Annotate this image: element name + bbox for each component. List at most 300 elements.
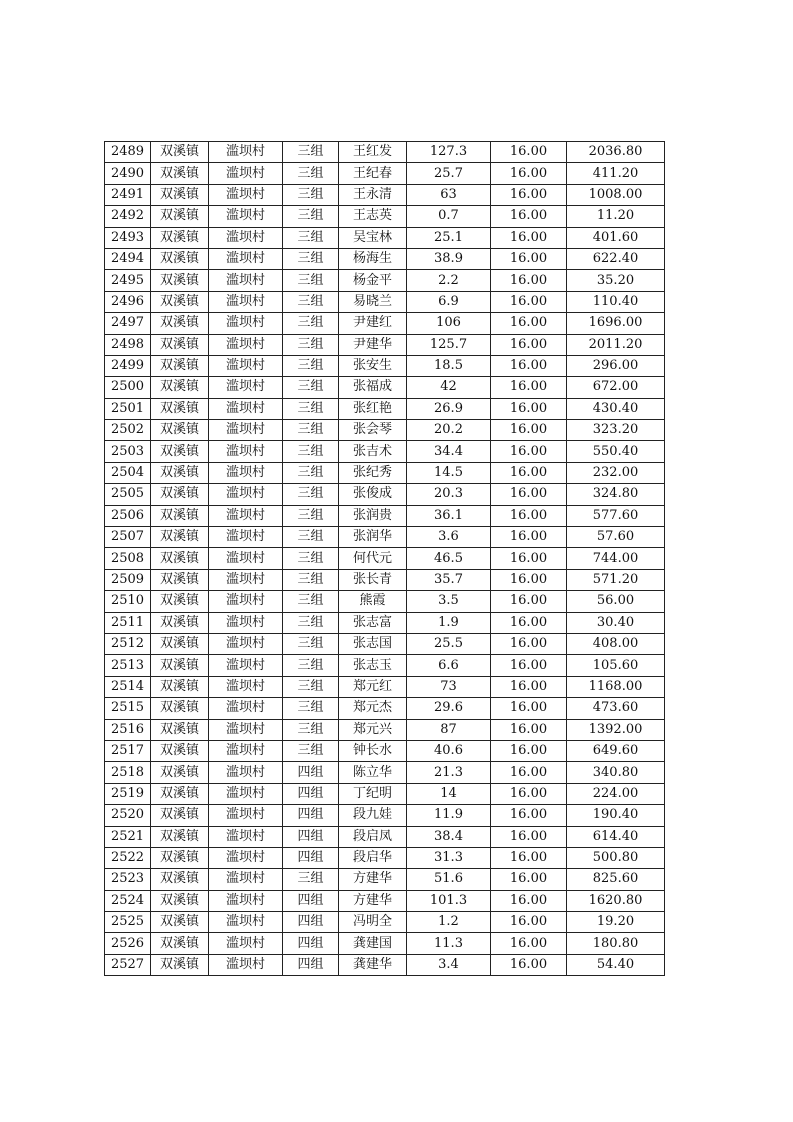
town-cell: 双溪镇 [151,377,209,398]
price-cell: 16.00 [491,505,567,526]
table-row [105,248,665,269]
amount-cell: 614.40 [567,826,665,847]
row-number-cell: 2511 [105,612,151,633]
row-number-cell: 2526 [105,933,151,954]
amount-cell: 744.00 [567,548,665,569]
name-cell: 张安生 [339,355,407,376]
name-cell: 龚建华 [339,954,407,975]
table-row [105,462,665,483]
amount-cell: 224.00 [567,783,665,804]
row-number-cell: 2521 [105,826,151,847]
amount-cell: 1008.00 [567,184,665,205]
area-cell: 73 [407,676,491,697]
price-cell: 16.00 [491,890,567,911]
area-cell: 127.3 [407,142,491,163]
village-cell: 滥坝村 [209,184,283,205]
price-cell: 16.00 [491,826,567,847]
area-cell: 35.7 [407,569,491,590]
table-row [105,398,665,419]
village-cell: 滥坝村 [209,548,283,569]
village-cell: 滥坝村 [209,355,283,376]
price-cell: 16.00 [491,206,567,227]
town-cell: 双溪镇 [151,462,209,483]
price-cell: 16.00 [491,313,567,334]
name-cell: 张纪秀 [339,462,407,483]
row-number-cell: 2508 [105,548,151,569]
name-cell: 何代元 [339,548,407,569]
price-cell: 16.00 [491,655,567,676]
row-number-cell: 2505 [105,484,151,505]
village-cell: 滥坝村 [209,248,283,269]
name-cell: 尹建红 [339,313,407,334]
name-cell: 尹建华 [339,334,407,355]
table-row [105,869,665,890]
table-row [105,591,665,612]
area-cell: 14 [407,783,491,804]
amount-cell: 550.40 [567,441,665,462]
group-cell: 三组 [283,441,339,462]
group-cell: 三组 [283,612,339,633]
group-cell: 三组 [283,163,339,184]
amount-cell: 296.00 [567,355,665,376]
table-row [105,184,665,205]
table-row [105,783,665,804]
price-cell: 16.00 [491,612,567,633]
table-row [105,334,665,355]
name-cell: 张长青 [339,569,407,590]
village-cell: 滥坝村 [209,676,283,697]
group-cell: 三组 [283,740,339,761]
price-cell: 16.00 [491,569,567,590]
price-cell: 16.00 [491,591,567,612]
amount-cell: 2036.80 [567,142,665,163]
area-cell: 6.6 [407,655,491,676]
table-row [105,698,665,719]
price-cell: 16.00 [491,762,567,783]
price-cell: 16.00 [491,248,567,269]
group-cell: 三组 [283,548,339,569]
group-cell: 四组 [283,912,339,933]
table-row [105,655,665,676]
amount-cell: 30.40 [567,612,665,633]
table-row [105,527,665,548]
amount-cell: 571.20 [567,569,665,590]
price-cell: 16.00 [491,869,567,890]
table-row [105,142,665,163]
group-cell: 三组 [283,355,339,376]
village-cell: 滥坝村 [209,569,283,590]
village-cell: 滥坝村 [209,698,283,719]
town-cell: 双溪镇 [151,441,209,462]
amount-cell: 622.40 [567,248,665,269]
amount-cell: 340.80 [567,762,665,783]
area-cell: 21.3 [407,762,491,783]
town-cell: 双溪镇 [151,248,209,269]
table-row [105,826,665,847]
group-cell: 三组 [283,591,339,612]
village-cell: 滥坝村 [209,805,283,826]
amount-cell: 1168.00 [567,676,665,697]
price-cell: 16.00 [491,227,567,248]
town-cell: 双溪镇 [151,142,209,163]
row-number-cell: 2513 [105,655,151,676]
area-cell: 6.9 [407,291,491,312]
group-cell: 三组 [283,142,339,163]
village-cell: 滥坝村 [209,933,283,954]
village-cell: 滥坝村 [209,826,283,847]
group-cell: 三组 [283,698,339,719]
area-cell: 25.1 [407,227,491,248]
name-cell: 郑元兴 [339,719,407,740]
town-cell: 双溪镇 [151,655,209,676]
amount-cell: 649.60 [567,740,665,761]
group-cell: 四组 [283,890,339,911]
table-row [105,484,665,505]
amount-cell: 19.20 [567,912,665,933]
table-row [105,227,665,248]
price-cell: 16.00 [491,270,567,291]
group-cell: 三组 [283,869,339,890]
town-cell: 双溪镇 [151,633,209,654]
area-cell: 0.7 [407,206,491,227]
name-cell: 张福成 [339,377,407,398]
amount-cell: 1696.00 [567,313,665,334]
group-cell: 三组 [283,291,339,312]
group-cell: 四组 [283,933,339,954]
town-cell: 双溪镇 [151,954,209,975]
town-cell: 双溪镇 [151,890,209,911]
group-cell: 三组 [283,398,339,419]
amount-cell: 54.40 [567,954,665,975]
area-cell: 29.6 [407,698,491,719]
group-cell: 三组 [283,227,339,248]
table-row [105,569,665,590]
town-cell: 双溪镇 [151,270,209,291]
table-row [105,805,665,826]
table-row [105,933,665,954]
table-row [105,270,665,291]
town-cell: 双溪镇 [151,762,209,783]
area-cell: 11.3 [407,933,491,954]
group-cell: 三组 [283,569,339,590]
group-cell: 四组 [283,954,339,975]
name-cell: 张俊成 [339,484,407,505]
table-row [105,954,665,975]
table-row [105,633,665,654]
name-cell: 张志国 [339,633,407,654]
row-number-cell: 2503 [105,441,151,462]
row-number-cell: 2495 [105,270,151,291]
table-row [105,420,665,441]
price-cell: 16.00 [491,142,567,163]
name-cell: 王纪春 [339,163,407,184]
area-cell: 25.5 [407,633,491,654]
name-cell: 杨海生 [339,248,407,269]
town-cell: 双溪镇 [151,612,209,633]
name-cell: 王红发 [339,142,407,163]
village-cell: 滥坝村 [209,633,283,654]
group-cell: 三组 [283,484,339,505]
area-cell: 25.7 [407,163,491,184]
row-number-cell: 2501 [105,398,151,419]
town-cell: 双溪镇 [151,527,209,548]
name-cell: 丁纪明 [339,783,407,804]
row-number-cell: 2497 [105,313,151,334]
area-cell: 125.7 [407,334,491,355]
price-cell: 16.00 [491,377,567,398]
group-cell: 四组 [283,805,339,826]
price-cell: 16.00 [491,398,567,419]
village-cell: 滥坝村 [209,377,283,398]
town-cell: 双溪镇 [151,869,209,890]
village-cell: 滥坝村 [209,313,283,334]
group-cell: 三组 [283,377,339,398]
price-cell: 16.00 [491,783,567,804]
area-cell: 1.2 [407,912,491,933]
village-cell: 滥坝村 [209,227,283,248]
group-cell: 三组 [283,313,339,334]
row-number-cell: 2515 [105,698,151,719]
village-cell: 滥坝村 [209,484,283,505]
amount-cell: 1392.00 [567,719,665,740]
price-cell: 16.00 [491,719,567,740]
area-cell: 3.5 [407,591,491,612]
town-cell: 双溪镇 [151,719,209,740]
area-cell: 2.2 [407,270,491,291]
name-cell: 冯明全 [339,912,407,933]
group-cell: 三组 [283,206,339,227]
area-cell: 14.5 [407,462,491,483]
group-cell: 三组 [283,420,339,441]
row-number-cell: 2493 [105,227,151,248]
name-cell: 方建华 [339,869,407,890]
row-number-cell: 2502 [105,420,151,441]
name-cell: 陈立华 [339,762,407,783]
row-number-cell: 2525 [105,912,151,933]
price-cell: 16.00 [491,933,567,954]
row-number-cell: 2492 [105,206,151,227]
town-cell: 双溪镇 [151,548,209,569]
row-number-cell: 2506 [105,505,151,526]
amount-cell: 232.00 [567,462,665,483]
group-cell: 三组 [283,676,339,697]
group-cell: 三组 [283,633,339,654]
town-cell: 双溪镇 [151,740,209,761]
table-row [105,612,665,633]
amount-cell: 825.60 [567,869,665,890]
price-cell: 16.00 [491,805,567,826]
area-cell: 20.3 [407,484,491,505]
area-cell: 11.9 [407,805,491,826]
amount-cell: 11.20 [567,206,665,227]
row-number-cell: 2509 [105,569,151,590]
table-row [105,676,665,697]
village-cell: 滥坝村 [209,740,283,761]
group-cell: 三组 [283,655,339,676]
area-cell: 38.4 [407,826,491,847]
table-row [105,441,665,462]
table-row [105,847,665,868]
row-number-cell: 2494 [105,248,151,269]
area-cell: 51.6 [407,869,491,890]
amount-cell: 672.00 [567,377,665,398]
area-cell: 63 [407,184,491,205]
group-cell: 三组 [283,334,339,355]
table-row [105,313,665,334]
town-cell: 双溪镇 [151,569,209,590]
price-cell: 16.00 [491,676,567,697]
row-number-cell: 2517 [105,740,151,761]
group-cell: 四组 [283,783,339,804]
amount-cell: 411.20 [567,163,665,184]
amount-cell: 323.20 [567,420,665,441]
village-cell: 滥坝村 [209,847,283,868]
village-cell: 滥坝村 [209,270,283,291]
village-cell: 滥坝村 [209,206,283,227]
name-cell: 张志玉 [339,655,407,676]
group-cell: 三组 [283,719,339,740]
village-cell: 滥坝村 [209,869,283,890]
amount-cell: 56.00 [567,591,665,612]
town-cell: 双溪镇 [151,933,209,954]
price-cell: 16.00 [491,847,567,868]
village-cell: 滥坝村 [209,334,283,355]
village-cell: 滥坝村 [209,783,283,804]
table-row [105,548,665,569]
village-cell: 滥坝村 [209,655,283,676]
table-row [105,912,665,933]
town-cell: 双溪镇 [151,847,209,868]
row-number-cell: 2522 [105,847,151,868]
village-cell: 滥坝村 [209,398,283,419]
area-cell: 101.3 [407,890,491,911]
town-cell: 双溪镇 [151,184,209,205]
area-cell: 20.2 [407,420,491,441]
village-cell: 滥坝村 [209,912,283,933]
price-cell: 16.00 [491,420,567,441]
name-cell: 方建华 [339,890,407,911]
town-cell: 双溪镇 [151,398,209,419]
name-cell: 吴宝林 [339,227,407,248]
name-cell: 钟长水 [339,740,407,761]
amount-cell: 110.40 [567,291,665,312]
area-cell: 3.4 [407,954,491,975]
row-number-cell: 2504 [105,462,151,483]
row-number-cell: 2519 [105,783,151,804]
price-cell: 16.00 [491,184,567,205]
village-cell: 滥坝村 [209,719,283,740]
name-cell: 段九娃 [339,805,407,826]
name-cell: 段启凤 [339,826,407,847]
area-cell: 40.6 [407,740,491,761]
row-number-cell: 2491 [105,184,151,205]
amount-cell: 500.80 [567,847,665,868]
name-cell: 张志富 [339,612,407,633]
row-number-cell: 2520 [105,805,151,826]
village-cell: 滥坝村 [209,591,283,612]
area-cell: 3.6 [407,527,491,548]
village-cell: 滥坝村 [209,527,283,548]
price-cell: 16.00 [491,334,567,355]
name-cell: 杨金平 [339,270,407,291]
town-cell: 双溪镇 [151,163,209,184]
village-cell: 滥坝村 [209,462,283,483]
row-number-cell: 2490 [105,163,151,184]
price-cell: 16.00 [491,548,567,569]
row-number-cell: 2507 [105,527,151,548]
area-cell: 106 [407,313,491,334]
group-cell: 四组 [283,762,339,783]
amount-cell: 408.00 [567,633,665,654]
town-cell: 双溪镇 [151,227,209,248]
price-cell: 16.00 [491,633,567,654]
town-cell: 双溪镇 [151,313,209,334]
group-cell: 三组 [283,527,339,548]
price-cell: 16.00 [491,954,567,975]
row-number-cell: 2489 [105,142,151,163]
town-cell: 双溪镇 [151,912,209,933]
town-cell: 双溪镇 [151,805,209,826]
group-cell: 三组 [283,270,339,291]
name-cell: 郑元红 [339,676,407,697]
table-row [105,762,665,783]
amount-cell: 1620.80 [567,890,665,911]
village-cell: 滥坝村 [209,612,283,633]
group-cell: 四组 [283,847,339,868]
village-cell: 滥坝村 [209,890,283,911]
town-cell: 双溪镇 [151,505,209,526]
price-cell: 16.00 [491,355,567,376]
village-cell: 滥坝村 [209,291,283,312]
row-number-cell: 2518 [105,762,151,783]
amount-cell: 190.40 [567,805,665,826]
table-row [105,377,665,398]
group-cell: 三组 [283,248,339,269]
town-cell: 双溪镇 [151,698,209,719]
amount-cell: 57.60 [567,527,665,548]
name-cell: 段启华 [339,847,407,868]
amount-cell: 430.40 [567,398,665,419]
area-cell: 87 [407,719,491,740]
town-cell: 双溪镇 [151,484,209,505]
area-cell: 38.9 [407,248,491,269]
amount-cell: 35.20 [567,270,665,291]
price-cell: 16.00 [491,740,567,761]
area-cell: 42 [407,377,491,398]
price-cell: 16.00 [491,527,567,548]
name-cell: 郑元杰 [339,698,407,719]
area-cell: 46.5 [407,548,491,569]
table-body [105,142,665,976]
area-cell: 36.1 [407,505,491,526]
town-cell: 双溪镇 [151,783,209,804]
town-cell: 双溪镇 [151,355,209,376]
village-cell: 滥坝村 [209,441,283,462]
town-cell: 双溪镇 [151,676,209,697]
row-number-cell: 2510 [105,591,151,612]
name-cell: 张会琴 [339,420,407,441]
price-cell: 16.00 [491,912,567,933]
amount-cell: 2011.20 [567,334,665,355]
table-row [105,206,665,227]
area-cell: 31.3 [407,847,491,868]
town-cell: 双溪镇 [151,591,209,612]
name-cell: 张吉术 [339,441,407,462]
village-cell: 滥坝村 [209,505,283,526]
group-cell: 四组 [283,826,339,847]
table-row [105,355,665,376]
row-number-cell: 2524 [105,890,151,911]
